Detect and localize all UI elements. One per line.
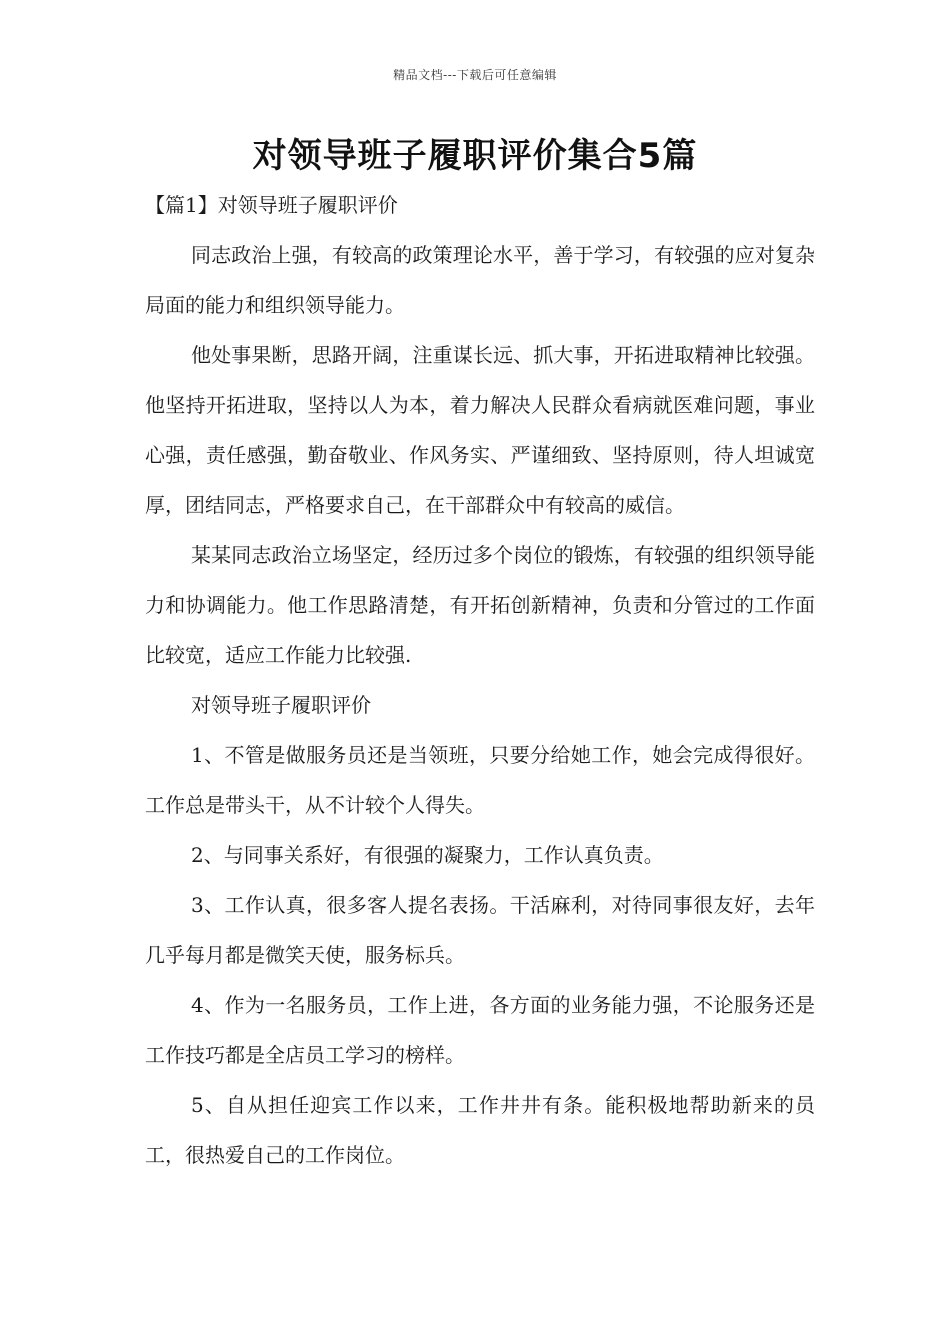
paragraph-item-3: 3、工作认真，很多客人提名表扬。干活麻利，对待同事很友好，去年几乎每月都是微笑天使，服务标兵。 (145, 893, 815, 967)
document-body (145, 180, 815, 1180)
paragraph-item-4: 4、作为一名服务员，工作上进，各方面的业务能力强，不论服务还是工作技巧都是全店员工学习的榜样。 (145, 993, 815, 1067)
header-note: 精品文档---下载后可任意编辑 (393, 68, 557, 82)
paragraph-item-1: 1、不管是做服务员还是当领班，只要分给她工作，她会完成得很好。工作总是带头干，从不计较个人得失。 (145, 743, 815, 817)
section-heading: 【篇1】对领导班子履职评价 (145, 193, 398, 217)
paragraph-item-2: 2、与同事关系好，有很强的凝聚力，工作认真负责。 (191, 843, 664, 867)
paragraph-1: 同志政治上强，有较高的政策理论水平，善于学习，有较强的应对复杂局面的能力和组织领导能力。 (145, 243, 815, 317)
paragraph-2: 他处事果断，思路开阔，注重谋长远、抓大事，开拓进取精神比较强。他坚持开拓进取，坚持以人为本，着力解决人民群众看病就医难问题，事业心强，责任感强，勤奋敬业、作风务实、严谨细致、坚持原则，待人坦诚宽厚，团结同志，严格要求自己，在干部群众中有较高的威信。 (145, 343, 815, 517)
paragraph-item-5: 5、自从担任迎宾工作以来，工作井井有条。能积极地帮助新来的员工，很热爱自己的工作岗位。 (145, 1093, 815, 1167)
paragraph-3: 某某同志政治立场坚定，经历过多个岗位的锻炼，有较强的组织领导能力和协调能力。他工作思路清楚，有开拓创新精神，负责和分管过的工作面比较宽，适应工作能力比较强. (145, 543, 815, 667)
paragraph-subheading: 对领导班子履职评价 (191, 693, 371, 717)
document-title: 对领导班子履职评价集合5篇 (252, 136, 698, 176)
